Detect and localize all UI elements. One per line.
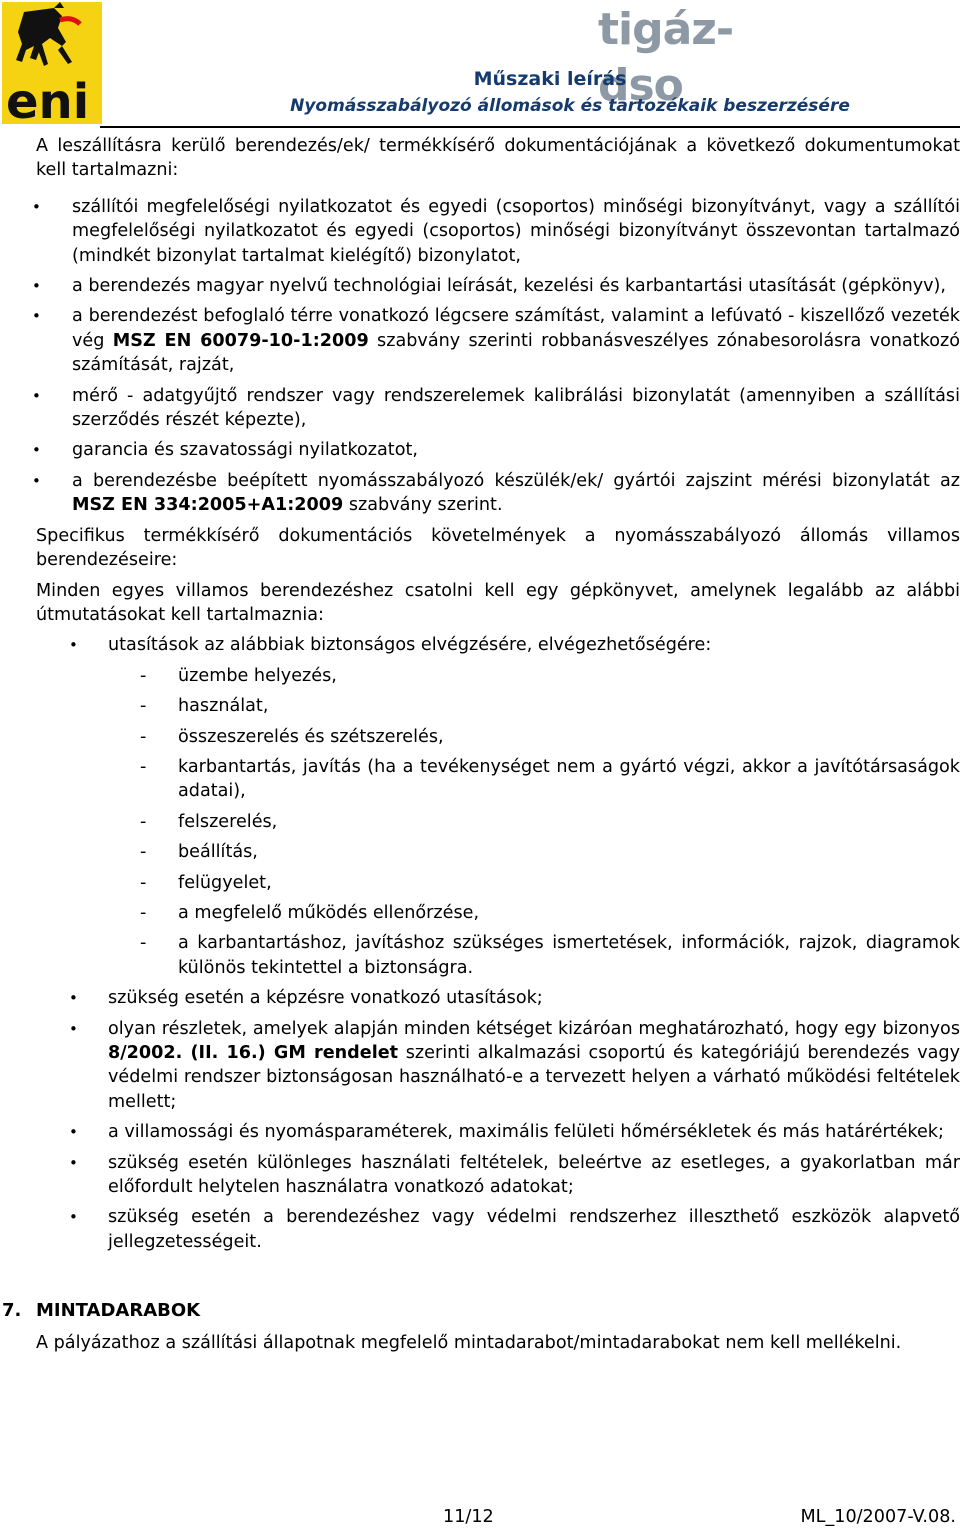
list-item	[36, 274, 960, 298]
section-7-text: A pályázathoz a szállítási állapotnak megfelelő mintadarabot/mintadarabokat nem kell mellékelni.	[36, 1333, 902, 1353]
list-item-text: szükség esetén a képzésre vonatkozó utasítások;	[108, 988, 543, 1009]
document-body	[36, 134, 960, 1254]
dash-item: - a megfelelő működés ellenőrzése,	[36, 901, 960, 925]
list-item-text: szükség esetén a berendezéshez vagy védelmi rendszerhez illeszthető eszközök alapvető jellegzetességeit.	[108, 1207, 960, 1252]
dash-item: - felügyelet,	[36, 871, 960, 895]
list-item	[36, 1205, 960, 1254]
list-item	[36, 633, 960, 657]
document-title: Műszaki leírás	[473, 68, 627, 90]
list-item	[36, 384, 960, 433]
list-item-text: szerinti alkalmazási csoportú és kategóriájú berendezés vagy védelmi rendszer biztonságosan használható-e a tervezett helyen a várható működési feltételek mellett;	[108, 1043, 960, 1112]
list-item	[36, 438, 960, 462]
intro-paragraph: A leszállításra kerülő berendezés/ek/ termékkísérő dokumentációjának a következő dokumentumokat kell tartalmazni:	[36, 136, 960, 181]
list-item	[36, 1151, 960, 1200]
manual-intro: Minden egyes villamos berendezéshez csatolni kell egy gépkönyvet, amelynek legalább az alábbi útmutatásokat kell tartalmaznia:	[36, 580, 960, 625]
manual-dash-list	[36, 664, 960, 980]
list-item-text: a berendezésbe beépített nyomásszabályozó készülék/ek/ gyártói zajszint mérési bizonylatát az	[72, 470, 960, 491]
tigaz-dso-logo: tigáz-dso	[598, 4, 734, 111]
spec-heading: Specifikus termékkísérő dokumentációs követelmények a nyomásszabályozó állomás villamos berendezéseire:	[36, 525, 960, 571]
list-item-text: a villamossági és nyomásparaméterek, maximális felületi hőmérsékletek és más határértékek;	[108, 1122, 944, 1143]
section-title: MINTADARABOK	[36, 1300, 201, 1321]
header-divider	[100, 126, 960, 128]
list-item-text: szükség esetén különleges használati feltételek, beleértve az esetleges, a gyakorlatban már előfordult helytelen használatra vonatkozó adatokat;	[108, 1152, 960, 1198]
dash-item: - felszerelés,	[36, 810, 960, 834]
page-number: 11/12	[443, 1507, 494, 1527]
standard-reference: MSZ EN 334:2005+A1:2009	[72, 495, 344, 516]
document-subtitle: Nyomásszabályozó állomások és tartozékaik beszerzésére	[290, 96, 850, 116]
manual-list	[36, 633, 960, 657]
dash-item: - összeszerelés és szétszerelés,	[36, 725, 960, 749]
document-code: ML_10/2007-V.08.	[800, 1507, 956, 1527]
list-item	[36, 469, 960, 518]
list-item	[36, 1120, 960, 1144]
page-header	[0, 0, 960, 128]
list-item-text: szabvány szerinti robbanásveszélyes zónabesorolásra vonatkozó számítását, rajzát,	[72, 330, 960, 376]
list-item-text: garancia és szavatossági nyilatkozatot,	[72, 440, 418, 461]
list-item	[36, 304, 960, 377]
list-item-text: mérő - adatgyűjtő rendszer vagy rendszerelemek kalibrálási bizonylatát (amennyiben a szállítási szerződés részét képezte),	[72, 385, 960, 431]
list-item-text: szabvány szerint.	[343, 495, 503, 516]
list-item-text: a berendezés magyar nyelvű technológiai leírását, kezelési és karbantartási utasítását (gépkönyv),	[72, 276, 947, 297]
list-item-text: a berendezést befoglaló térre vonatkozó légcsere számítást, valamint a lefúvató - kiszellőző vezeték vég	[72, 306, 960, 351]
list-item	[36, 195, 960, 268]
eni-logo-text: eni	[6, 74, 90, 124]
list-item	[36, 986, 960, 1010]
dash-item: - beállítás,	[36, 840, 960, 864]
list-item-text: olyan részletek, amelyek alapján minden kétséget kizáróan meghatározható, hogy egy bizonyos	[108, 1018, 960, 1039]
docs-list	[36, 195, 960, 518]
list-item-text: utasítások az alábbiak biztonságos elvégzésére, elvégezhetőségére:	[108, 635, 712, 656]
dash-item: - a karbantartáshoz, javításhoz szükséges ismertetések, információk, rajzok, diagramok különös tekintettel a biztonságra.	[36, 931, 960, 980]
list-item-text: szállítói megfelelőségi nyilatkozatot és egyedi (csoportos) minőségi bizonyítványt, vagy a szállítói megfelelőségi nyilatkozatot és egyedi (csoportos) minőségi bizonyítványt összevontan tartalmazó (mindkét bizonylat tartalmat kielégítő) bizonylatot,	[72, 196, 960, 266]
list-item	[36, 1017, 960, 1115]
dash-item: - üzembe helyezés,	[36, 664, 960, 688]
standard-reference: MSZ EN 60079-10-1:2009	[112, 330, 369, 351]
regulation-reference: 8/2002. (II. 16.) GM rendelet	[108, 1043, 399, 1063]
dash-item: - karbantartás, javítás (ha a tevékenységet nem a gyártó végzi, akkor a javítótársaságok adatai),	[36, 755, 960, 804]
section-number: 7.	[2, 1300, 22, 1321]
manual-list-rest	[36, 986, 960, 1254]
dash-item: - használat,	[36, 694, 960, 718]
